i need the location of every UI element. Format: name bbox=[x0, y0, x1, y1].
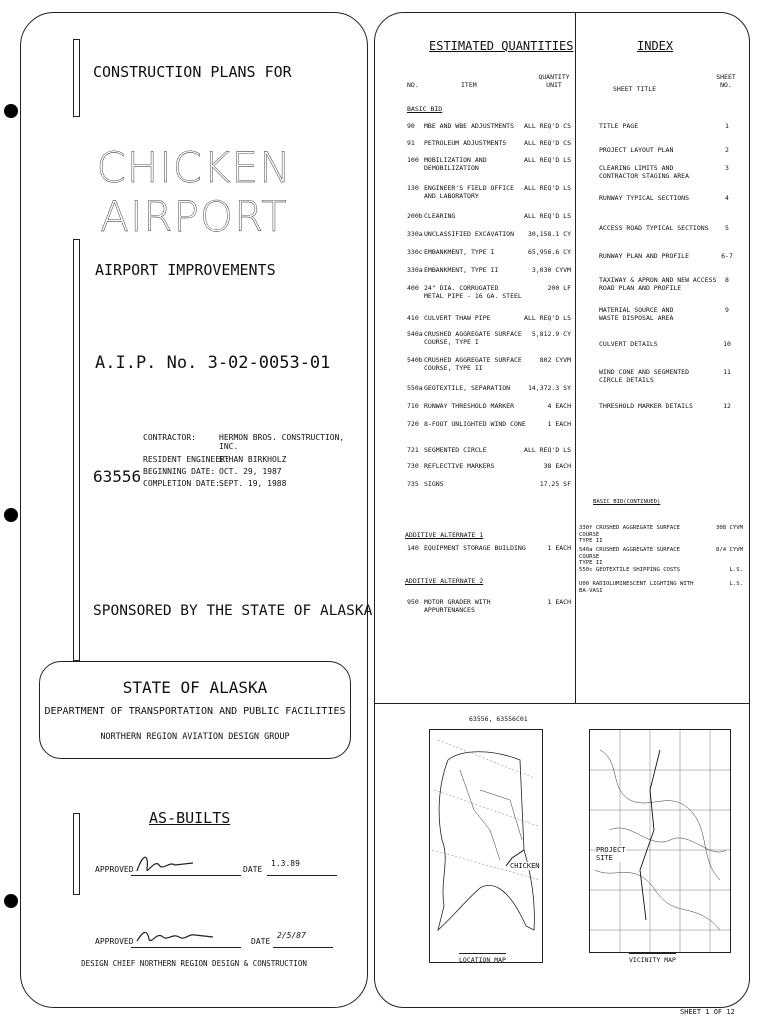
item-quantity: 4 EACH bbox=[547, 402, 571, 410]
detail-value: SEPT. 19, 1988 bbox=[219, 479, 287, 488]
col-sheet-title: SHEET TITLE bbox=[613, 85, 657, 93]
margin-bar bbox=[73, 813, 80, 895]
airport-improvements: AIRPORT IMPROVEMENTS bbox=[95, 261, 276, 279]
project-site-label: PROJECT SITE bbox=[596, 846, 626, 862]
topo-map-icon bbox=[590, 730, 730, 952]
binder-hole bbox=[4, 508, 18, 522]
item-description: MOBILIZATION AND DEMOBILIZATION bbox=[424, 156, 487, 172]
location-map bbox=[429, 729, 543, 963]
sheet-no: 8 bbox=[725, 276, 729, 284]
sheet-title: RUNWAY PLAN AND PROFILE bbox=[599, 252, 690, 260]
date-label: DATE bbox=[243, 865, 263, 874]
item-number: 540b bbox=[407, 356, 423, 364]
item-quantity: 65,956.6 CY bbox=[527, 248, 571, 256]
signature-icon bbox=[133, 849, 213, 879]
bid-item: U00 RADIOLUMINESCENT LIGHTING WITH BA-VASI bbox=[579, 581, 694, 594]
vicinity-map bbox=[589, 729, 731, 953]
item-quantity: 200 LF bbox=[547, 284, 571, 292]
quantities-list bbox=[405, 113, 575, 573]
detail-label: COMPLETION DATE: bbox=[143, 479, 221, 488]
chicken-location-label: CHICKEN bbox=[510, 862, 540, 870]
state-name: STATE OF ALASKA bbox=[122, 678, 268, 697]
sheet-no: 11 bbox=[723, 368, 731, 376]
sheet-no: 5 bbox=[725, 224, 729, 232]
item-description: CRUSHED AGGREGATE SURFACE COURSE, TYPE I bbox=[424, 330, 522, 346]
detail-row bbox=[143, 455, 363, 467]
project-details bbox=[143, 433, 363, 491]
alternate-1-label: ADDITIVE ALTERNATE 1 bbox=[405, 531, 484, 539]
item-number: 550a bbox=[407, 384, 423, 392]
item-quantity: 17.25 SF bbox=[539, 480, 571, 488]
bid-quantity: L.S. bbox=[729, 567, 743, 573]
basic-bid-label: BASIC BID bbox=[407, 105, 443, 113]
sheet-no: 10 bbox=[723, 340, 731, 348]
bid-quantity: L.S. bbox=[729, 581, 743, 587]
sheet-no: 2 bbox=[725, 146, 729, 154]
approved-label: APPROVED bbox=[95, 865, 134, 874]
detail-row bbox=[143, 433, 363, 451]
index-title: INDEX bbox=[637, 39, 674, 53]
sheet-no: 9 bbox=[725, 306, 729, 314]
aip-number: A.I.P. No. 3-02-0053-01 bbox=[95, 353, 331, 373]
detail-label: BEGINNING DATE: bbox=[143, 467, 216, 476]
item-description: UNCLASSIFIED EXCAVATION bbox=[424, 230, 515, 238]
vicinity-map-title: VICINITY MAP bbox=[629, 953, 676, 964]
item-number: 400 bbox=[407, 284, 419, 292]
sheet-no: 1 bbox=[725, 122, 729, 130]
item-description: 8-FOOT UNLIGHTED WIND CONE bbox=[424, 420, 526, 428]
item-number: 330c bbox=[407, 248, 423, 256]
sheet-title: CULVERT DETAILS bbox=[599, 340, 658, 348]
sheet-title: WIND CONE AND SEGMENTED CIRCLE DETAILS bbox=[599, 368, 690, 384]
approval-date: 1.3.89 bbox=[271, 859, 300, 868]
item-description: MBE AND WBE ADJUSTMENTS bbox=[424, 122, 515, 130]
location-map-title: LOCATION MAP bbox=[459, 953, 506, 964]
project-number: 63556 bbox=[93, 467, 142, 486]
sheet-title: RUNWAY TYPICAL SECTIONS bbox=[599, 194, 690, 202]
item-description: EMBANKMENT, TYPE I bbox=[424, 248, 495, 256]
margin-bar bbox=[73, 39, 80, 117]
item-quantity: 5,812.9 CY bbox=[531, 330, 571, 338]
item-quantity: ALL REQ'D LS bbox=[524, 314, 571, 322]
detail-value: OCT. 29, 1987 bbox=[219, 467, 282, 476]
item-number: 950 bbox=[407, 598, 419, 606]
sheet-no: 4 bbox=[725, 194, 729, 202]
bid-quantity: 8/4 CYVM bbox=[716, 547, 743, 553]
item-description: GEOTEXTILE, SEPARATION bbox=[424, 384, 511, 392]
design-chief: DESIGN CHIEF NORTHERN REGION DESIGN & CONSTRUCTION bbox=[81, 959, 307, 968]
construction-plans-heading: CONSTRUCTION PLANS FOR bbox=[93, 63, 292, 81]
col-sheet-no: SHEET NO. bbox=[716, 73, 736, 89]
item-number: 330a bbox=[407, 266, 423, 274]
col-item: ITEM bbox=[461, 81, 477, 89]
approved-label: APPROVED bbox=[95, 937, 134, 946]
item-quantity: 802 CYVM bbox=[539, 356, 571, 364]
item-description: SEGMENTED CIRCLE bbox=[424, 446, 487, 454]
sheet-title: CLEARING LIMITS AND CONTRACTOR STAGING AREA bbox=[599, 164, 690, 180]
index-list bbox=[579, 123, 749, 443]
column-divider bbox=[575, 13, 576, 703]
alternate-2-label: ADDITIVE ALTERNATE 2 bbox=[405, 577, 484, 585]
bid-item: 550c GEOTEXTILE SHIPPING COSTS bbox=[579, 567, 681, 573]
detail-label: RESIDENT ENGINEER: bbox=[143, 455, 230, 464]
sheet-title: MATERIAL SOURCE AND WASTE DISPOSAL AREA bbox=[599, 306, 674, 322]
item-description: PETROLEUM ADJUSTMENTS bbox=[424, 139, 507, 147]
item-number: 710 bbox=[407, 402, 419, 410]
project-title: CHICKEN AIRPORT bbox=[96, 143, 292, 241]
map-divider bbox=[375, 703, 749, 704]
item-number: 721 bbox=[407, 446, 419, 454]
item-number: 735 bbox=[407, 480, 419, 488]
bid-item: 540a CRUSHED AGGREGATE SURFACE COURSE TYPE II bbox=[579, 547, 681, 566]
as-builts-heading: AS-BUILTS bbox=[149, 809, 231, 827]
title-panel bbox=[20, 12, 373, 1008]
item-number: 91 bbox=[407, 139, 415, 147]
item-number: 730 bbox=[407, 462, 419, 470]
detail-row bbox=[143, 479, 363, 491]
quantities-panel bbox=[374, 12, 750, 1008]
date-label: DATE bbox=[251, 937, 271, 946]
date-line bbox=[273, 947, 333, 948]
item-number: 130 bbox=[407, 184, 419, 192]
basic-bid-continued: BASIC BID(CONTINUED) bbox=[593, 499, 661, 505]
item-quantity: ALL REQ'D LS bbox=[524, 446, 571, 454]
item-description: CRUSHED AGGREGATE SURFACE COURSE, TYPE II bbox=[424, 356, 522, 372]
col-no: NO. bbox=[407, 81, 419, 89]
binder-hole bbox=[4, 104, 18, 118]
item-description: CULVERT THAW PIPE bbox=[424, 314, 491, 322]
sheet-title: THRESHOLD MARKER DETAILS bbox=[599, 402, 693, 410]
detail-row bbox=[143, 467, 363, 479]
sheet-no: 3 bbox=[725, 164, 729, 172]
department-name: DEPARTMENT OF TRANSPORTATION AND PUBLIC FACILITIES bbox=[44, 706, 346, 717]
item-quantity: ALL REQ'D LS bbox=[524, 212, 571, 220]
item-quantity: 14,372.3 SY bbox=[527, 384, 571, 392]
bid-item: 330f CRUSHED AGGREGATE SURFACE COURSE TYPE II bbox=[579, 525, 681, 544]
col-quantity: QUANTITY UNIT bbox=[538, 73, 570, 89]
item-quantity: ALL REQ'D LS bbox=[524, 156, 571, 164]
item-number: 410 bbox=[407, 314, 419, 322]
basic-bid-continued-list bbox=[577, 525, 745, 635]
approval-date: 2/5/87 bbox=[277, 931, 306, 940]
binder-hole bbox=[4, 894, 18, 908]
alaska-map-icon bbox=[430, 730, 542, 962]
item-quantity: 3,030 CYVM bbox=[531, 266, 571, 274]
item-number: 330a bbox=[407, 230, 423, 238]
item-quantity: 1 EACH bbox=[547, 544, 571, 552]
item-quantity: 38 EACH bbox=[543, 462, 571, 470]
agency-box bbox=[39, 661, 351, 759]
sheet-title: TITLE PAGE bbox=[599, 122, 639, 130]
item-number: 720 bbox=[407, 420, 419, 428]
sheet-title: TAXIWAY & APRON AND NEW ACCESS ROAD PLAN AND PROFILE bbox=[599, 276, 717, 292]
sheet-number: SHEET 1 OF 12 bbox=[680, 1008, 735, 1016]
map-header: 63556, 63556C01 bbox=[469, 715, 528, 723]
item-number: 540a bbox=[407, 330, 423, 338]
detail-value: HERMON BROS. CONSTRUCTION, INC. bbox=[219, 433, 345, 451]
date-line bbox=[267, 875, 337, 876]
item-quantity: 30,158.1 CY bbox=[527, 230, 571, 238]
item-number: 140 bbox=[407, 544, 419, 552]
item-quantity: ALL REQ'D CS bbox=[524, 139, 571, 147]
item-number: 90 bbox=[407, 122, 415, 130]
sheet-title: ACCESS ROAD TYPICAL SECTIONS bbox=[599, 224, 709, 232]
margin-bar bbox=[73, 239, 80, 661]
item-description: REFLECTIVE MARKERS bbox=[424, 462, 495, 470]
item-number: 200b bbox=[407, 212, 423, 220]
item-quantity: ALL REQ'D CS bbox=[524, 122, 571, 130]
alternate-2-list bbox=[405, 597, 575, 627]
item-number: 100 bbox=[407, 156, 419, 164]
sheet-no: 6-7 bbox=[721, 252, 733, 260]
item-quantity: 1 EACH bbox=[547, 420, 571, 428]
item-description: MOTOR GRADER WITH APPURTENANCES bbox=[424, 598, 491, 614]
design-group: NORTHERN REGION AVIATION DESIGN GROUP bbox=[100, 732, 290, 742]
alternate-1-list bbox=[405, 543, 575, 563]
sponsor-line: SPONSORED BY THE STATE OF ALASKA bbox=[93, 603, 373, 619]
detail-value: ETHAN BIRKHOLZ bbox=[219, 455, 287, 464]
sheet-title: PROJECT LAYOUT PLAN bbox=[599, 146, 674, 154]
item-description: EMBANKMENT, TYPE II bbox=[424, 266, 499, 274]
item-description: RUNWAY THRESHOLD MARKER bbox=[424, 402, 515, 410]
item-description: ENGINEER'S FIELD OFFICE AND LABORATORY bbox=[424, 184, 515, 200]
quantities-title: ESTIMATED QUANTITIES bbox=[429, 39, 574, 53]
item-description: CLEARING bbox=[424, 212, 456, 220]
bid-quantity: 308 CYVM bbox=[716, 525, 743, 531]
sheet-no: 12 bbox=[723, 402, 731, 410]
signature-icon bbox=[133, 923, 223, 949]
item-description: SIGNS bbox=[424, 480, 444, 488]
item-quantity: 1 EACH bbox=[547, 598, 571, 606]
item-quantity: ALL REQ'D LS bbox=[524, 184, 571, 192]
item-description: EQUIPMENT STORAGE BUILDING bbox=[424, 544, 526, 552]
detail-label: CONTRACTOR: bbox=[143, 433, 196, 442]
item-description: 24" DIA. CORRUGATED METAL PIPE - 16 GA. STEEL bbox=[424, 284, 522, 300]
